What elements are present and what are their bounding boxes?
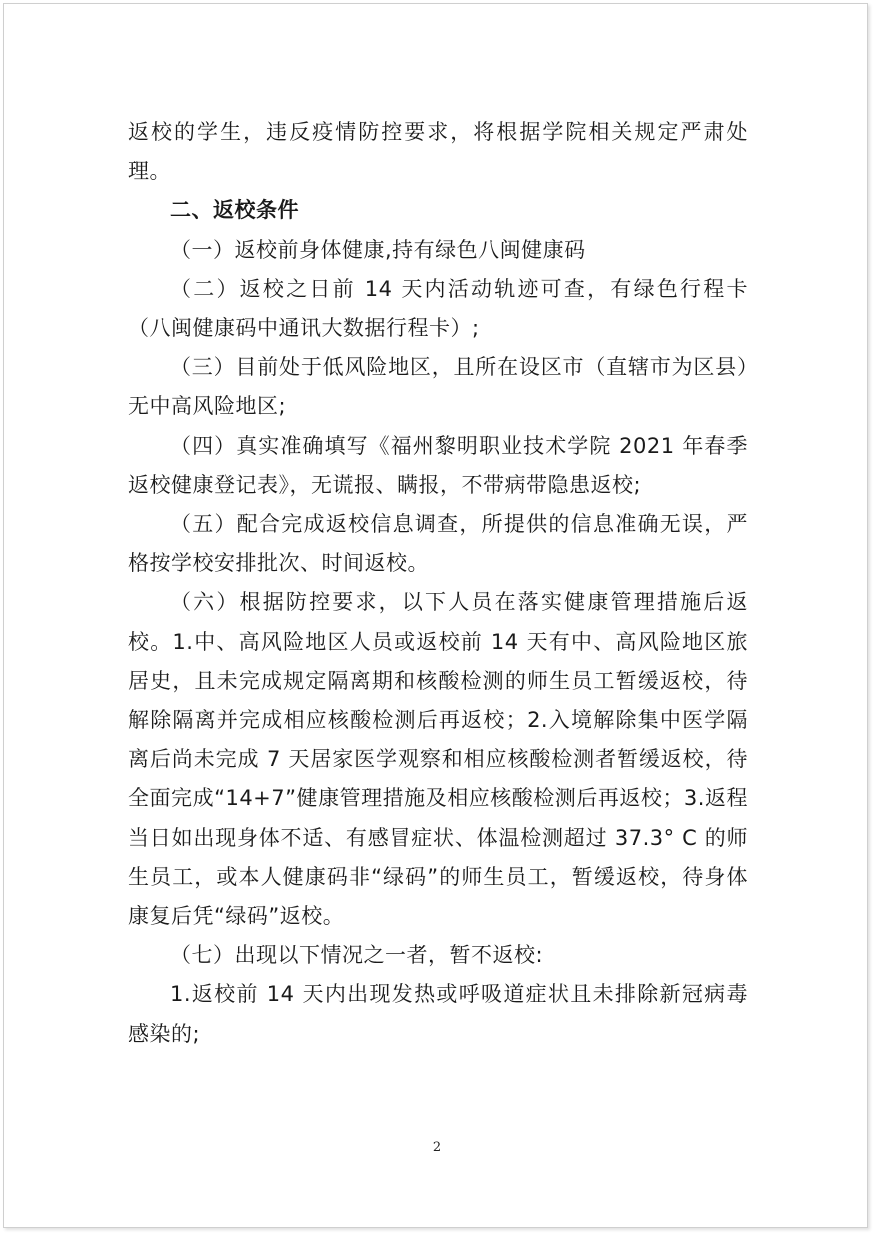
paragraph-condition-3: （三）目前处于低风险地区，且所在设区市（直辖市为区县）无中高风险地区; (128, 355, 748, 419)
paragraph-condition-2: （二）返校之日前 14 天内活动轨迹可查，有绿色行程卡（八闽健康码中通讯大数据行程卡）; (128, 276, 748, 341)
paragraph-condition-4: （四）真实准确填写《福州黎明职业技术学院 2021 年春季返校健康登记表》，无谎报、瞒报，不带病带隐患返校; (128, 433, 748, 497)
paragraph-condition-1: （一）返校前身体健康,持有绿色八闽健康码 (170, 237, 586, 262)
paragraph-continuation: 返校的学生，违反疫情防控要求，将根据学院相关规定严肃处理。 (128, 120, 748, 184)
section-heading: 二、返校条件 (170, 198, 299, 223)
paragraph-condition-7-item-1: 1.返校前 14 天内出现发热或呼吸道症状且未排除新冠病毒感染的; (128, 982, 748, 1046)
paragraph-condition-7: （七）出现以下情况之一者，暂不返校: (170, 943, 544, 968)
paragraph-condition-6: （六）根据防控要求，以下人员在落实健康管理措施后返校。1.中、高风险地区人员或返校前 14 天有中、高风险地区旅居史，且未完成规定隔离期和核酸检测的师生员工暂缓返校，待解除隔离并完成相应核酸检测后再返校；2.入境解除集中医学隔离后尚未完成 7 天居家医学观察和相应核酸检测者暂缓返校，待全面完成“14+7”健康管理措施及相应核酸检测后再返校；3.返程当日如出现身体不适、有感冒症状、体温检测超过 37.3° C 的师生员工，或本人健康码非“绿码”的师生员工，暂缓返校，待身体康复后凭“绿码”返校。 (128, 590, 748, 929)
document-body (128, 113, 748, 1054)
page-number: 2 (432, 1140, 442, 1155)
paragraph-condition-5: （五）配合完成返校信息调查，所提供的信息准确无误，严格按学校安排批次、时间返校。 (128, 512, 748, 576)
